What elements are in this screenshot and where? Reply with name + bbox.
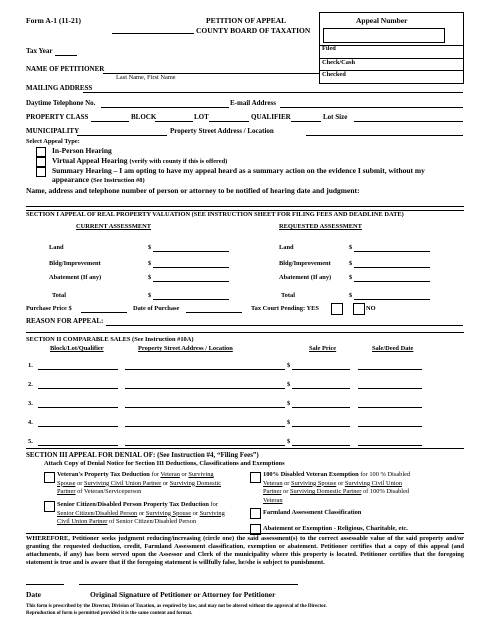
dollar: $: [349, 274, 353, 281]
form-title: PETITION OF APPEAL: [206, 16, 287, 25]
disabled-veteran-label: 100% Disabled Veteran Exemption for 100 % Disabled Veteran or Surviving Spouse or Surviving Civil Union Partner or Surviving Domestic Partner of 100% Disabled Veteran: [263, 471, 411, 504]
sale-date-field[interactable]: [358, 369, 422, 370]
section1-title: SECTION I APPEAL OF REAL PROPERTY VALUATION (SEE INSTRUCTION SHEET FOR FILING FEES AND DEADLINE DATE): [26, 211, 404, 218]
municipality-field[interactable]: [77, 135, 167, 136]
veteran-deduction-checkbox[interactable]: [44, 472, 55, 483]
sale-date-field[interactable]: [358, 426, 422, 427]
requested-total-field[interactable]: [354, 299, 430, 300]
petitioner-name-label: NAME OF PETITIONER: [26, 65, 105, 73]
tax-year-field[interactable]: [55, 55, 77, 56]
dollar: $: [349, 260, 353, 267]
section3-subtitle: Attach Copy of Denial Notice for Section III Deductions, Classifications and Exemptions: [44, 460, 285, 467]
dollar: $: [287, 438, 291, 445]
sale-price-field[interactable]: [292, 426, 350, 427]
total-label: Total: [281, 292, 295, 299]
footer-line1: This form is prescribed by the Director, Division of Taxation, as required by law, and may not be altered without the approval of the Director.: [26, 604, 327, 609]
dollar: $: [349, 292, 353, 299]
bldg-label: Bldg/Improvement: [49, 260, 101, 267]
sale-row-number: 4.: [28, 419, 33, 426]
property-street-field[interactable]: [306, 135, 463, 136]
sale-date-field[interactable]: [358, 445, 422, 446]
farmland-label: Farmland Assessment Classification: [263, 509, 362, 516]
signature-field[interactable]: [79, 584, 298, 585]
sale-block-lot-field[interactable]: [38, 426, 118, 427]
sale-row-number: 5.: [28, 438, 33, 445]
abatement-label: Abatement (If any): [49, 274, 102, 281]
current-assessment-heading: CURRENT ASSESSMENT: [76, 223, 151, 230]
requested-assessment-heading: REQUESTED ASSESSMENT: [279, 223, 362, 230]
property-class-label: PROPERTY CLASS: [26, 113, 89, 121]
in-person-checkbox[interactable]: [36, 147, 46, 157]
dollar: $: [287, 381, 291, 388]
col-block-lot-qualifier: Block/Lot/Qualifier: [50, 345, 104, 352]
lot-size-label: Lot Size: [323, 113, 348, 121]
abatement-exemption-label: Abatement or Exemption - Religious, Charitable, etc.: [263, 525, 408, 532]
current-bldg-field[interactable]: [153, 267, 229, 268]
notify-label: Name, address and telephone number of person or attorney to be notified of hearing date and judgment:: [26, 186, 360, 195]
sale-block-lot-field[interactable]: [38, 388, 118, 389]
phone-field[interactable]: [101, 107, 229, 108]
in-person-label: In-Person Hearing: [52, 146, 112, 155]
sale-row-number: 3.: [28, 400, 33, 407]
summary-label: Summary Hearing – I am opting to have my appeal heard as a summary action on the evidence I submit, without my: [52, 166, 425, 175]
certification-text: WHEREFORE, Petitioner seeks judgment reducing/increasing (circle one) the said assessment(s) to the correct assessable value of the said property and/or granting the requested deduction, credit, Farmland Assessment classification, exemption or abatement. Petitioner certifies that a copy of this appeal (and attachments, if any) has been served upon the Assessor and Clerk of the municipality where this property is located. Petitioner certifies that the foregoing statement is true and is aware that if the foregoing statement is willfully false, he/she is subject to punishment.: [26, 535, 464, 567]
divider: [319, 45, 464, 46]
tax-court-no-checkbox[interactable]: [353, 303, 365, 315]
dollar: $: [349, 244, 353, 251]
tax-year-label: Tax Year: [26, 47, 53, 55]
section2-title: SECTION II COMPARABLE SALES (See Instruction #10A): [26, 336, 194, 343]
veteran-deduction-label: Veteran's Property Tax Deduction for Veteran or Surviving Spouse or Surviving Civil Union Partner or Surviving Domestic Partner of Veteran/Serviceperson: [57, 471, 222, 496]
tax-court-no-label: NO: [366, 305, 376, 312]
lot-size-field[interactable]: [354, 121, 463, 122]
date-of-purchase-label: Date of Purchase: [133, 305, 180, 312]
current-abatement-field[interactable]: [153, 281, 229, 282]
dollar: $: [287, 419, 291, 426]
checked-label: Checked: [322, 71, 346, 78]
requested-abatement-field[interactable]: [354, 281, 430, 282]
municipality-label: MUNICIPALITY: [26, 127, 80, 135]
filed-label: Filed: [322, 45, 336, 52]
sale-address-field[interactable]: [125, 445, 285, 446]
col-property-address: Property Street Address / Location: [138, 345, 233, 352]
dollar: $: [287, 362, 291, 369]
summary-label-cont: appearance (See Instruction #8): [52, 175, 145, 184]
sale-address-field[interactable]: [125, 388, 285, 389]
qualifier-label: QUALIFIER: [251, 113, 291, 121]
sale-row-number: 2.: [28, 381, 33, 388]
summary-checkbox[interactable]: [36, 167, 46, 177]
land-label: Land: [49, 244, 64, 251]
date-label: Date: [26, 590, 41, 599]
block-label: BLOCK: [131, 113, 157, 121]
sale-price-field[interactable]: [292, 388, 350, 389]
date-of-purchase-field[interactable]: [186, 312, 242, 313]
purchase-price-field[interactable]: [81, 312, 127, 313]
email-label: E-mail Address: [230, 99, 276, 107]
petitioner-name-hint: Last Name, First Name: [116, 74, 176, 81]
date-field[interactable]: [26, 584, 64, 585]
reason-field[interactable]: [106, 325, 463, 326]
dollar: $: [148, 274, 152, 281]
sale-address-field[interactable]: [125, 369, 285, 370]
disabled-veteran-checkbox[interactable]: [250, 472, 261, 483]
appeal-type-label: Select Appeal Type:: [26, 138, 80, 145]
tax-court-pending-label: Tax Court Pending: YES: [251, 305, 319, 312]
property-class-field[interactable]: [91, 121, 129, 122]
qualifier-field[interactable]: [291, 121, 321, 122]
virtual-label: Virtual Appeal Hearing (verify with county if this is offered): [52, 156, 228, 165]
senior-deduction-checkbox[interactable]: [44, 501, 55, 512]
total-label: Total: [52, 292, 66, 299]
section-divider: [26, 332, 464, 333]
signature-label: Original Signature of Petitioner or Attorney for Petitioner: [90, 590, 276, 599]
current-land-field[interactable]: [153, 251, 229, 252]
sale-row-number: 1.: [28, 362, 33, 369]
phone-label: Daytime Telephone No.: [26, 99, 96, 107]
dollar: $: [287, 400, 291, 407]
email-field[interactable]: [280, 107, 463, 108]
sale-address-field[interactable]: [125, 426, 285, 427]
land-label: Land: [279, 244, 294, 251]
block-field[interactable]: [155, 121, 193, 122]
tax-court-yes-checkbox[interactable]: [331, 303, 343, 315]
section-divider: [26, 448, 464, 449]
col-sale-deed-date: Sale/Deed Date: [372, 345, 414, 352]
farmland-checkbox[interactable]: [250, 508, 261, 519]
appeal-number-field[interactable]: [323, 28, 445, 43]
mailing-address-field[interactable]: [83, 92, 463, 93]
sale-date-field[interactable]: [358, 407, 422, 408]
lot-label: LOT: [194, 113, 209, 121]
notify-field[interactable]: [26, 206, 464, 207]
form-subtitle: COUNTY BOARD OF TAXATION: [196, 26, 311, 35]
sale-block-lot-field[interactable]: [38, 407, 118, 408]
sale-price-field[interactable]: [292, 445, 350, 446]
form-number: Form A-1 (11-21): [26, 16, 81, 25]
col-sale-price: Sale Price: [309, 345, 337, 352]
sale-price-field[interactable]: [292, 369, 350, 370]
sale-address-field[interactable]: [125, 407, 285, 408]
reason-label: REASON FOR APPEAL:: [26, 317, 104, 325]
abatement-label: Abatement (If any): [279, 274, 332, 281]
section-divider: [26, 533, 464, 534]
dollar: $: [148, 260, 152, 267]
dollar: $: [148, 244, 152, 251]
check-cash-label: Check/Cash: [322, 59, 356, 66]
requested-bldg-field[interactable]: [354, 267, 430, 268]
dollar: $: [148, 292, 152, 299]
sale-price-field[interactable]: [292, 407, 350, 408]
sale-block-lot-field[interactable]: [38, 445, 118, 446]
sale-block-lot-field[interactable]: [38, 369, 118, 370]
requested-land-field[interactable]: [354, 251, 430, 252]
virtual-checkbox[interactable]: [36, 157, 46, 167]
footer-line2: Reproduction of form is permitted provided it is the same content and format.: [26, 611, 193, 616]
mailing-address-label: MAILING ADDRESS: [26, 84, 93, 92]
purchase-price-label: Purchase Price $: [26, 305, 72, 312]
sale-date-field[interactable]: [358, 388, 422, 389]
property-street-label: Property Street Address / Location: [170, 127, 274, 135]
bldg-label: Bldg/Improvement: [279, 260, 331, 267]
appeal-number-title: Appeal Number: [356, 16, 408, 25]
current-total-field[interactable]: [153, 299, 229, 300]
section3-title: SECTION III APPEAL FOR DENIAL OF: (See Instruction #4, “Filing Fees”): [26, 451, 259, 459]
lot-field[interactable]: [209, 121, 249, 122]
county-name-line[interactable]: [112, 33, 194, 34]
senior-deduction-label: Senior Citizen/Disabled Person Property Tax Deduction for Senior Citizen/Disabled Person or Surviving Spouse or Surviving Civil Union Partner of Senior Citizen/Disabled Person: [57, 501, 225, 526]
